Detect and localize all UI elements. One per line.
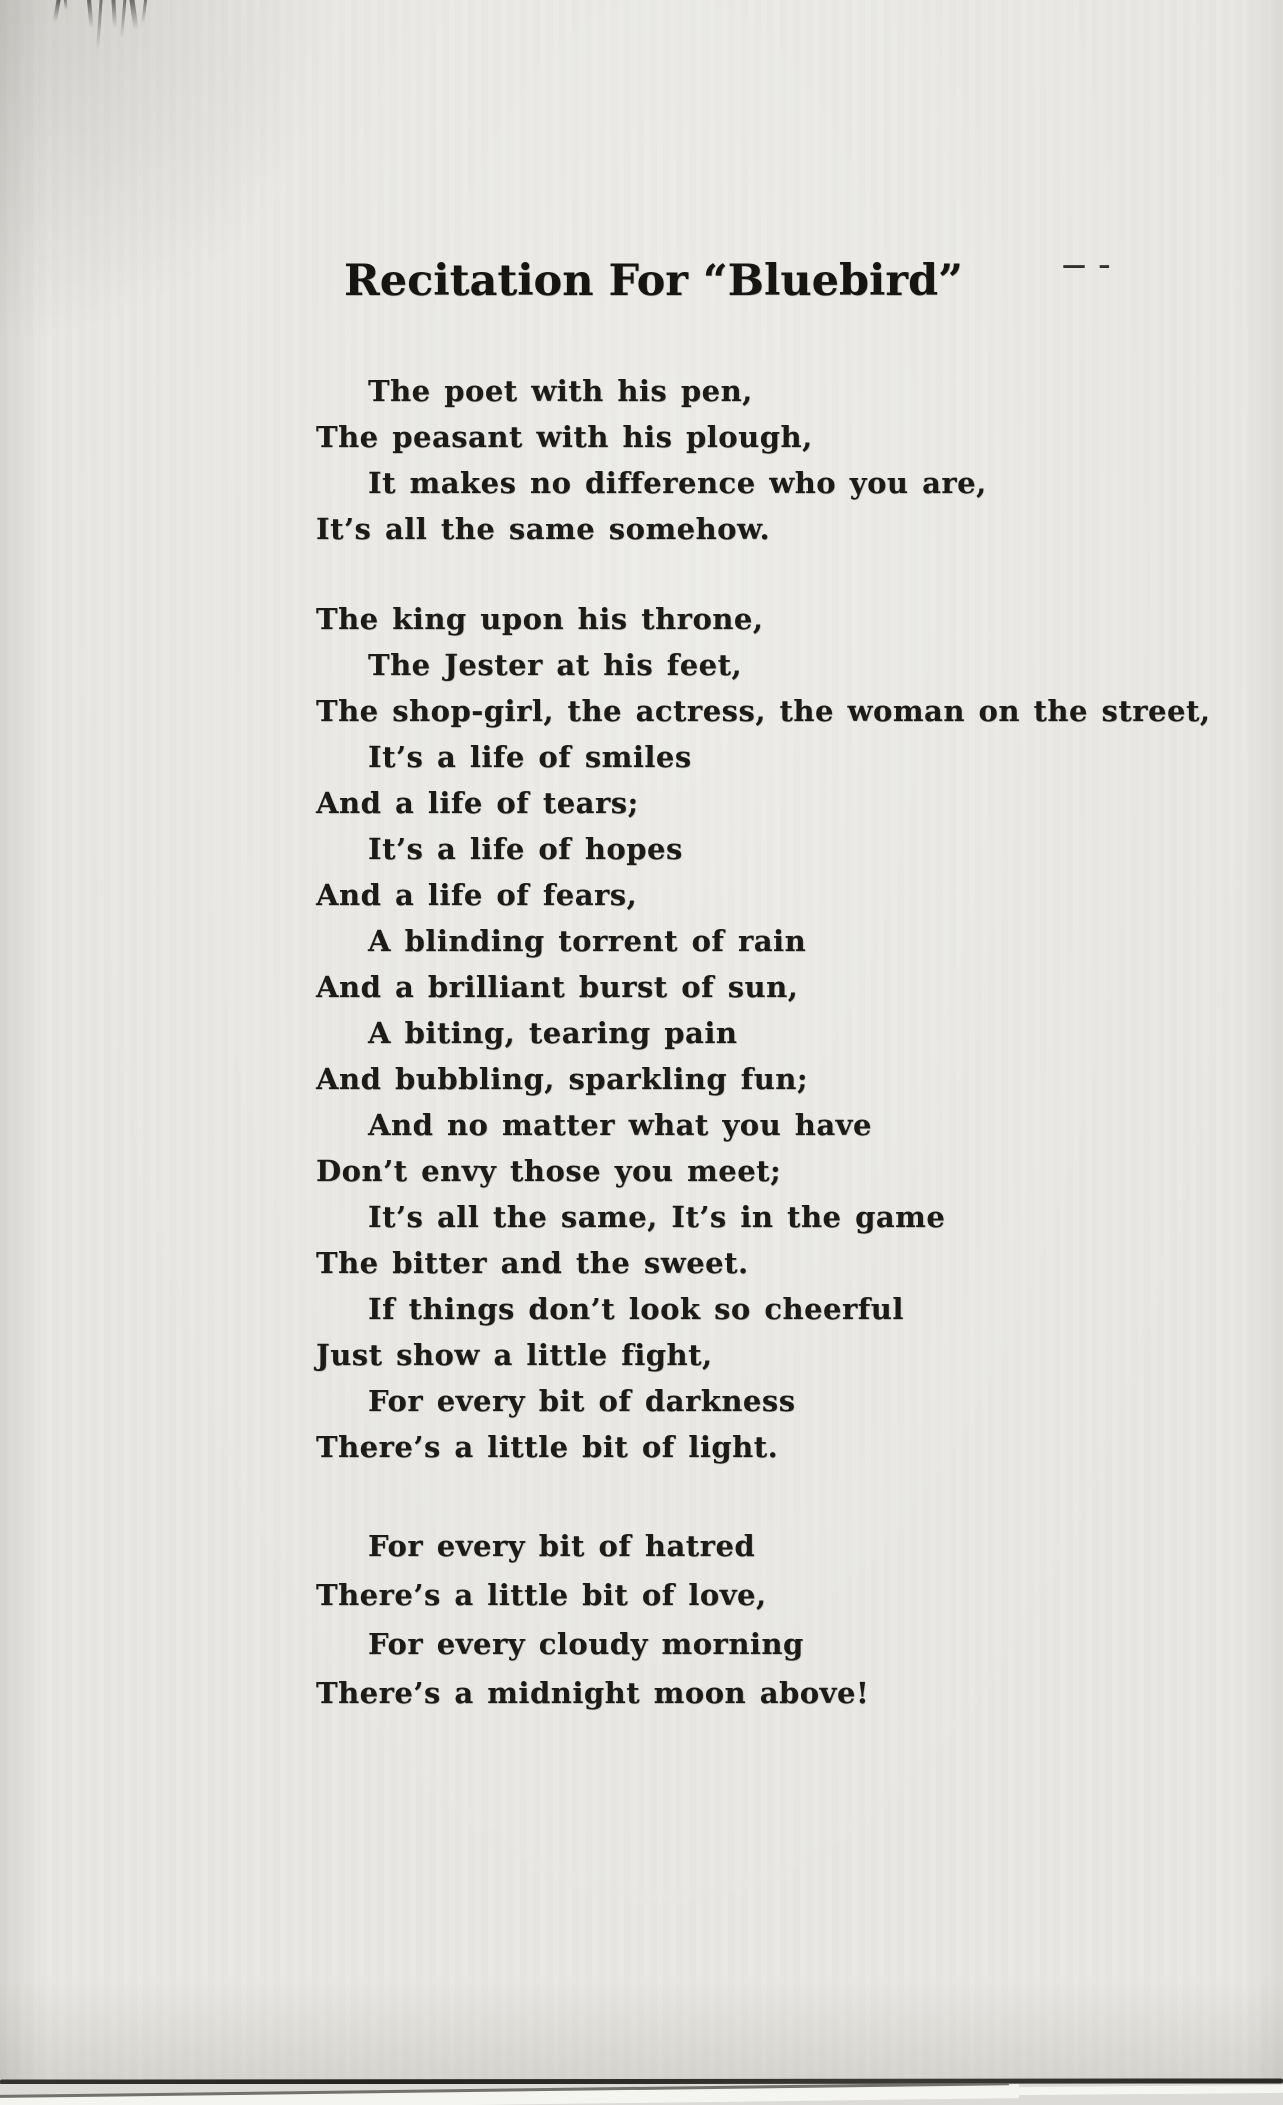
poem-line: If things don’t look so cheerful	[368, 1292, 904, 1326]
pencil-stroke	[111, 0, 117, 28]
poem-line: The bitter and the sweet.	[316, 1246, 749, 1280]
pencil-stroke	[96, 0, 103, 50]
poem-line: It’s all the same somehow.	[316, 512, 771, 546]
poem-line: For every cloudy morning	[368, 1627, 804, 1661]
pencil-stroke	[63, 0, 68, 10]
poem-line: The poet with his pen,	[368, 374, 753, 408]
poem-line: For every bit of hatred	[368, 1529, 756, 1563]
pencil-stroke	[128, 0, 138, 30]
paper-edge-highlight	[1018, 2085, 1283, 2095]
poem-line: There’s a little bit of light.	[316, 1430, 779, 1464]
pencil-stroke	[87, 0, 94, 28]
poem-line: It’s a life of smiles	[368, 740, 692, 774]
poem-line: A biting, tearing pain	[368, 1016, 738, 1050]
poem-line: For every bit of darkness	[368, 1384, 796, 1418]
poem-line: Don’t envy those you meet;	[316, 1154, 782, 1188]
poem-line: And a life of tears;	[316, 786, 639, 820]
pencil-stroke	[120, 0, 127, 38]
poem-line: Just show a little fight,	[316, 1338, 713, 1372]
poem-line: And no matter what you have	[368, 1108, 872, 1142]
poem-line: The peasant with his plough,	[316, 420, 813, 454]
poem-line: The king upon his throne,	[316, 602, 764, 636]
stanza-2	[316, 596, 1210, 1470]
poem-line: There’s a little bit of love,	[316, 1578, 767, 1612]
poem-line: The Jester at his feet,	[368, 648, 743, 682]
poem-line: And a life of fears,	[316, 878, 638, 912]
pencil-stroke	[141, 0, 148, 24]
poem-line: And bubbling, sparkling fun;	[316, 1062, 809, 1096]
poem-line: And a brilliant burst of sun,	[316, 970, 799, 1004]
stanza-3	[316, 1522, 869, 1718]
scanner-background-strip	[0, 2084, 1283, 2105]
poem-line: A blinding torrent of rain	[368, 924, 807, 958]
pencil-scribble-marks	[0, 0, 220, 80]
poem-title: Recitation For “Bluebird”	[344, 256, 963, 306]
poem-line: It makes no difference who you are,	[368, 466, 987, 500]
poem-line: It’s a life of hopes	[368, 832, 683, 866]
poem-line: It’s all the same, It’s in the game	[368, 1200, 946, 1234]
pencil-stroke	[53, 0, 61, 22]
poem-line: There’s a midnight moon above!	[316, 1676, 870, 1710]
stanza-1	[316, 368, 987, 552]
poem-line: The shop-girl, the actress, the woman on the street,	[316, 694, 1211, 728]
handwritten-dash-marks: — –	[1062, 250, 1113, 279]
